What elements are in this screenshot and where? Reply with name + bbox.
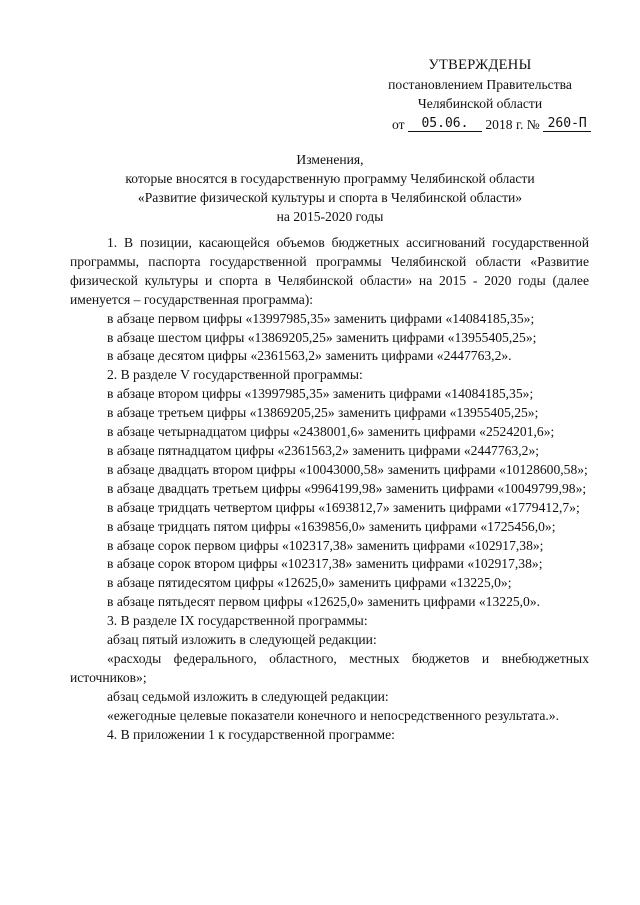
paragraph: в абзаце тридцать четвертом цифры «1693812,7» заменить цифрами «1779412,7»; (107, 499, 580, 515)
paragraph: абзац седьмой изложить в следующей редакции: (107, 688, 389, 704)
paragraph: в абзаце двадцать третьем цифры «9964199,98» заменить цифрами «10049799,98»; (107, 480, 587, 496)
title-line-2: которые вносятся в государственную программу Челябинской области (125, 171, 535, 186)
paragraph: в абзаце втором цифры «13997985,35» заменить цифрами «14084185,35»; (107, 386, 534, 402)
paragraph: в абзаце пятьдесят первом цифры «12625,0» заменить цифрами «13225,0». (107, 594, 541, 610)
paragraph: 2. В разделе V государственной программы: (107, 367, 363, 383)
paragraph: абзац пятый изложить в следующей редакции: (107, 632, 377, 648)
approval-heading: УТВЕРЖДЕНЫ (428, 57, 532, 73)
year-text: 2018 г. № (485, 117, 540, 132)
paragraph: в абзаце третьем цифры «13869205,25» заменить цифрами «13955405,25»; (107, 405, 539, 421)
paragraph: в абзаце шестом цифры «13869205,25» заменить цифрами «13955405,25»; (107, 329, 537, 345)
approval-stamp (360, 56, 600, 134)
paragraph: в абзаце сорок втором цифры «102317,38» заменить цифрами «102917,38»; (107, 556, 543, 572)
approval-date-line (360, 115, 600, 134)
paragraph: в абзаце двадцать втором цифры «10043000,58» заменить цифрами «10128600,58»; (107, 461, 588, 477)
paragraph: 1. В позиции, касающейся объемов бюджетных ассигнований государственной программы, паспорта государственной программы Челябинской области «Развитие физической культуры и спорта в Челябинской области» на 2015 - 2020 годы (далее именуется – государственная программа): (70, 235, 589, 307)
document-title (70, 150, 590, 226)
approval-line-region: Челябинской области (417, 96, 543, 111)
title-line-3: «Развитие физической культуры и спорта в Челябинской области» (137, 190, 523, 205)
handwritten-date: 05.06. (408, 117, 482, 132)
paragraph: в абзаце первом цифры «13997985,35» заменить цифрами «14084185,35»; (107, 310, 535, 326)
paragraph: в абзаце четырнадцатом цифры «2438001,6» заменить цифрами «2524201,6»; (107, 424, 555, 440)
document-body (70, 234, 589, 744)
date-prefix: от (392, 117, 405, 132)
approval-line-government: постановлением Правительства (388, 77, 572, 92)
paragraph: 3. В разделе IX государственной программы: (107, 613, 368, 629)
handwritten-number: 260-П (543, 117, 591, 132)
paragraph: в абзаце тридцать пятом цифры «1639856,0» заменить цифрами «1725456,0»; (107, 518, 556, 534)
paragraph: «расходы федерального, областного, местных бюджетов и внебюджетных источников»; (70, 650, 589, 685)
scan-edge-artifact (0, 890, 640, 898)
paragraph: в абзаце пятнадцатом цифры «2361563,2» заменить цифрами «2447763,2»; (107, 442, 540, 458)
title-line-4: на 2015-2020 годы (276, 209, 384, 224)
paragraph: в абзаце десятом цифры «2361563,2» заменить цифрами «2447763,2». (107, 348, 512, 364)
paragraph: в абзаце пятидесятом цифры «12625,0» заменить цифрами «13225,0»; (107, 575, 512, 591)
paragraph: 4. В приложении 1 к государственной программе: (107, 726, 395, 742)
title-line-1: Изменения, (296, 152, 364, 167)
paragraph: «ежегодные целевые показатели конечного и непосредственного результата.». (107, 707, 559, 723)
paragraph: в абзаце сорок первом цифры «102317,38» заменить цифрами «102917,38»; (107, 537, 544, 553)
